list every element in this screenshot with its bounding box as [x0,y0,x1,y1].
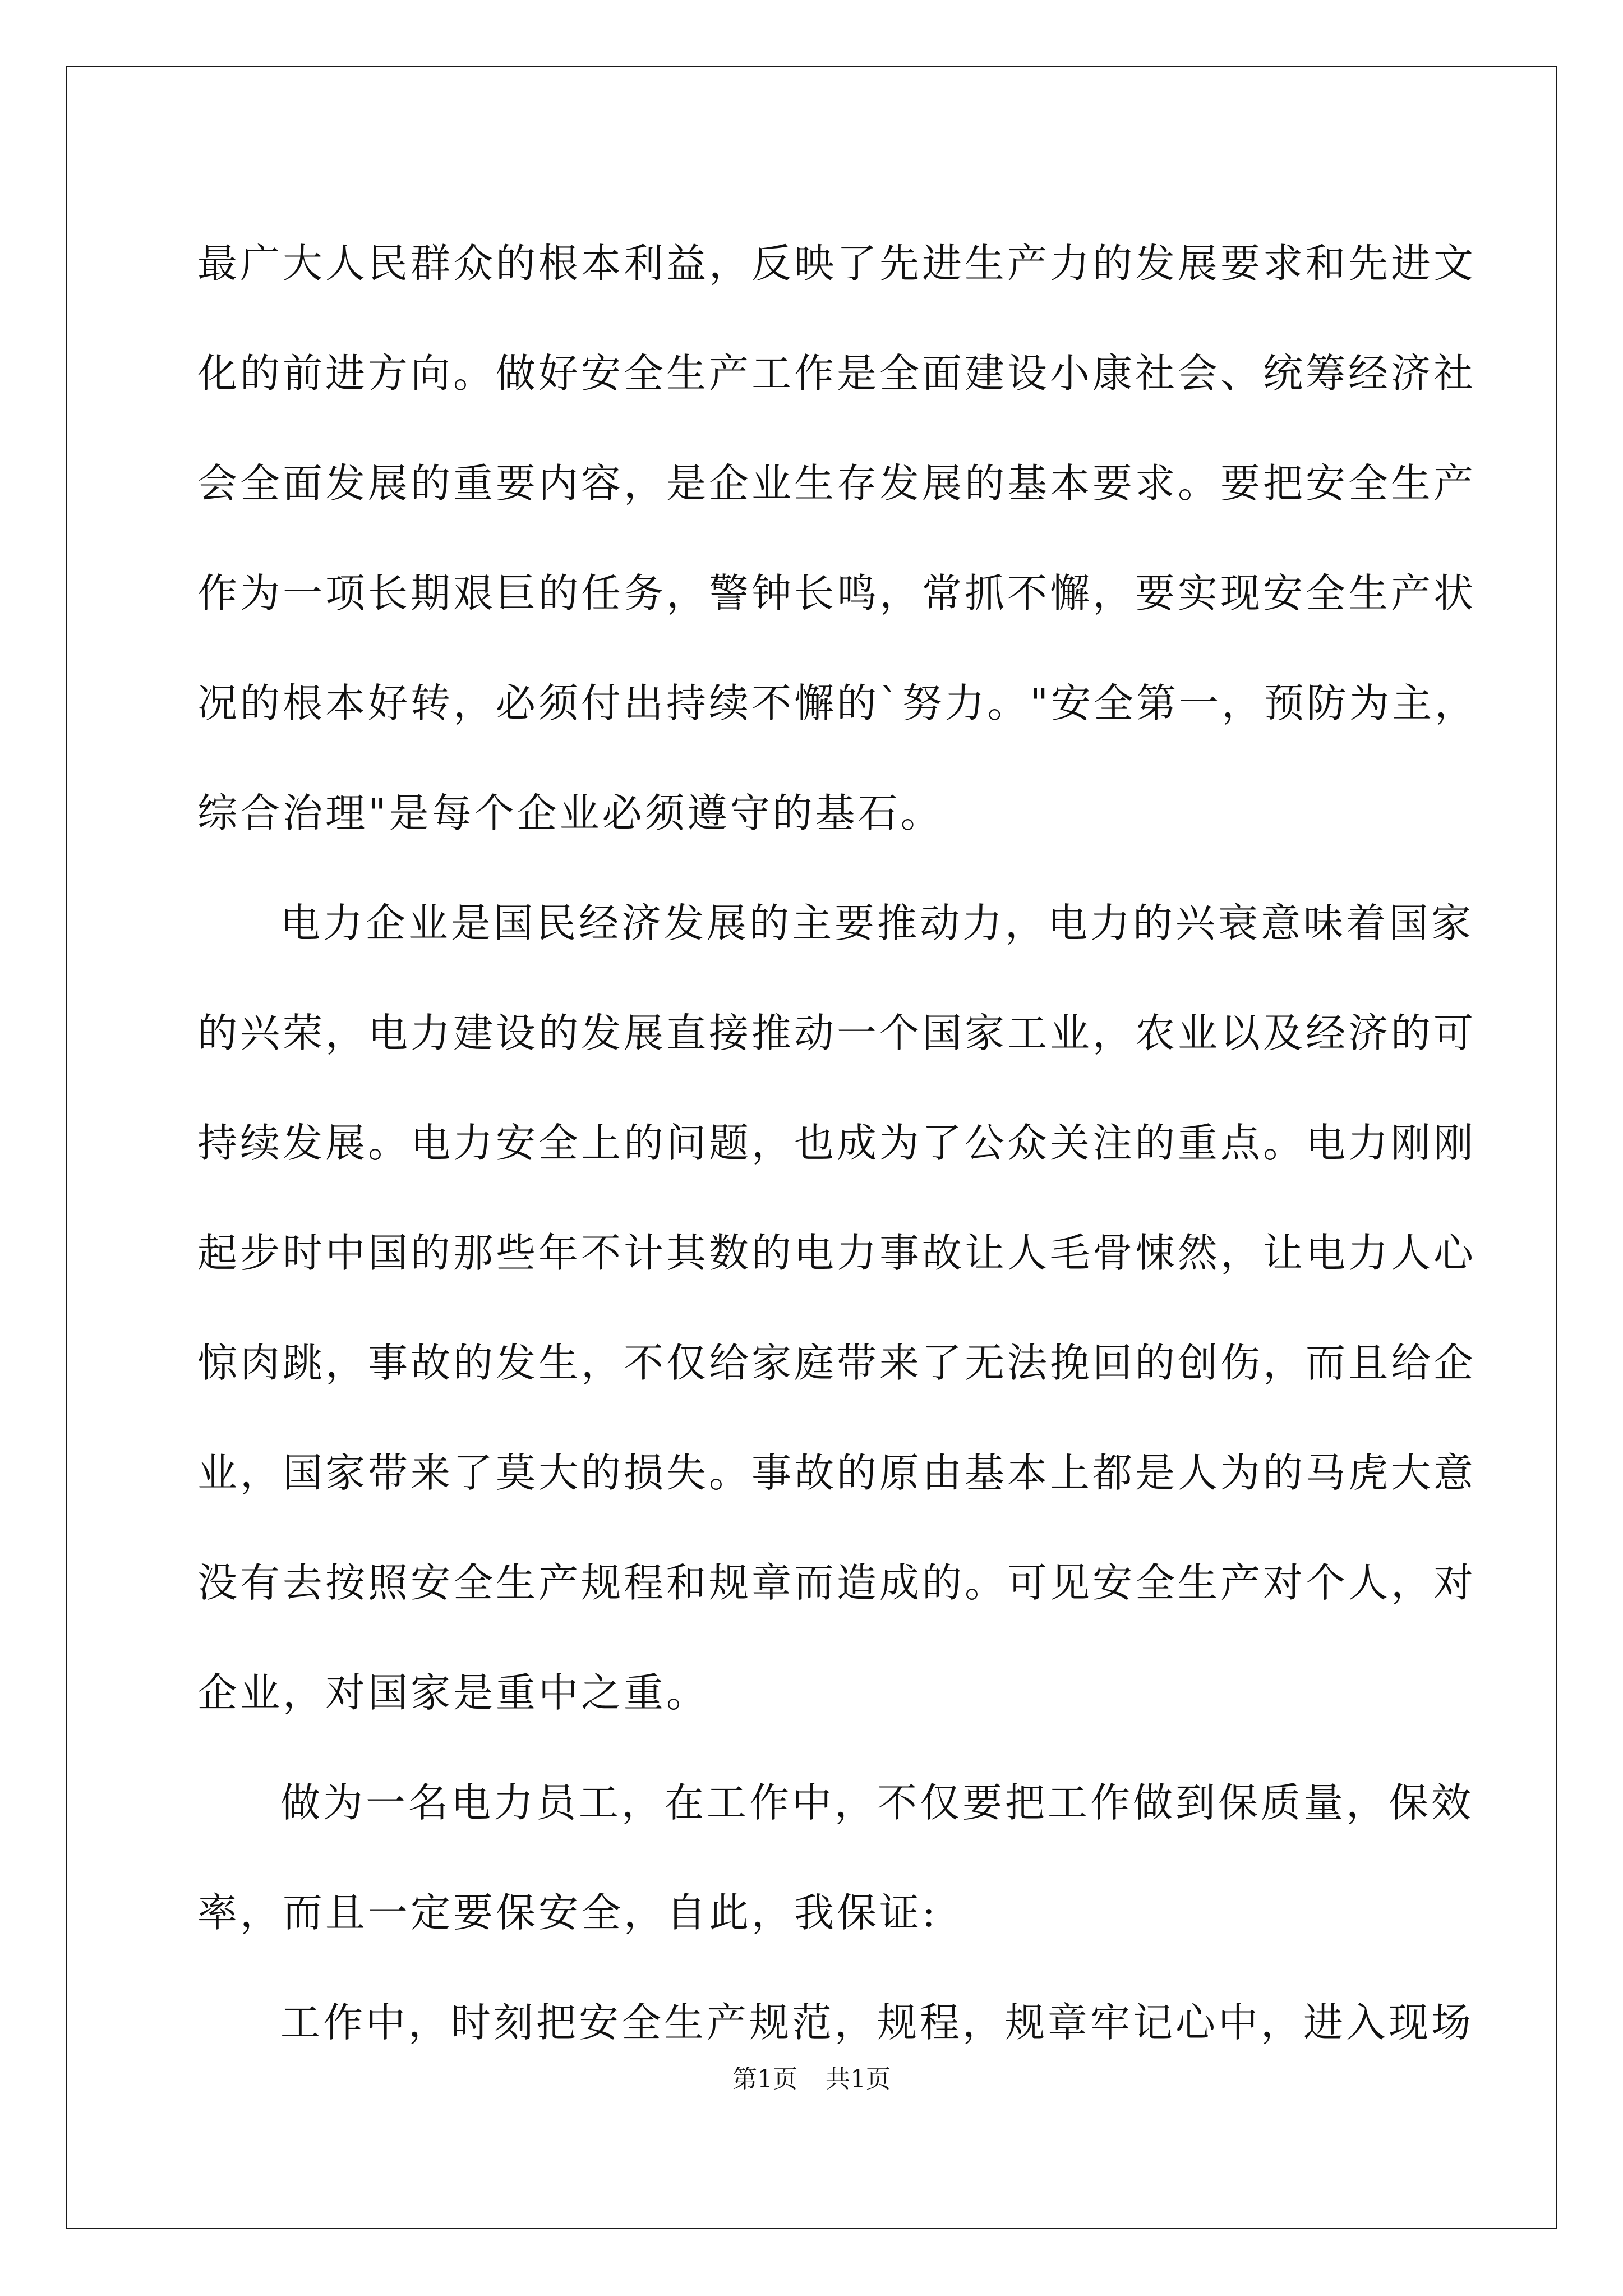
text-line: 企业，对国家是重中之重。 [197,1669,709,1716]
text-line: 没有去按照安全生产规程和规章而造成的。可见安全生产对个人，对 [197,1559,1477,1606]
paragraph-start-line: 做为一名电力员工，在工作中，不仅要把工作做到保质量，保效 [280,1779,1474,1826]
text-line: 起步时中国的那些年不计其数的电力事故让人毛骨悚然，让电力人心 [197,1230,1477,1276]
page-footer [0,2059,1623,2095]
text-line: 作为一项长期艰巨的任务，警钟长鸣，常抓不懈，要实现安全生产状 [197,570,1477,616]
paragraph-start-line: 电力企业是国民经济发展的主要推动力，电力的兴衰意味着国家 [280,900,1474,946]
text-line: 业，国家带来了莫大的损失。事故的原由基本上都是人为的马虎大意 [197,1450,1477,1496]
text-line: 惊肉跳，事故的发生，不仅给家庭带来了无法挽回的创伤，而且给企 [197,1340,1477,1386]
text-line: 持续发展。电力安全上的问题，也成为了公众关注的重点。电力刚刚 [197,1120,1477,1166]
text-line: 况的根本好转，必须付出持续不懈的`努力。"安全第一，预防为主， [197,680,1478,726]
text-line: 最广大人民群众的根本利益，反映了先进生产力的发展要求和先进文 [197,240,1477,287]
paragraph-start-line: 工作中，时刻把安全生产规范，规程，规章牢记心中，进入现场 [280,1999,1474,2046]
text-line: 会全面发展的重要内容，是企业生存发展的基本要求。要把安全生产 [197,460,1477,507]
page-number-total: 共1页 [826,2065,891,2093]
page-number-current: 第1页 [732,2065,797,2093]
text-line: 率，而且一定要保安全，自此，我保证: [197,1889,938,1936]
text-line: 化的前进方向。做好安全生产工作是全面建设小康社会、统筹经济社 [197,350,1477,397]
text-line: 的兴荣，电力建设的发展直接推动一个国家工业，农业以及经济的可 [197,1010,1477,1056]
text-line: 综合治理"是每个企业必须遵守的基石。 [197,790,943,836]
document-body [197,209,1478,2078]
